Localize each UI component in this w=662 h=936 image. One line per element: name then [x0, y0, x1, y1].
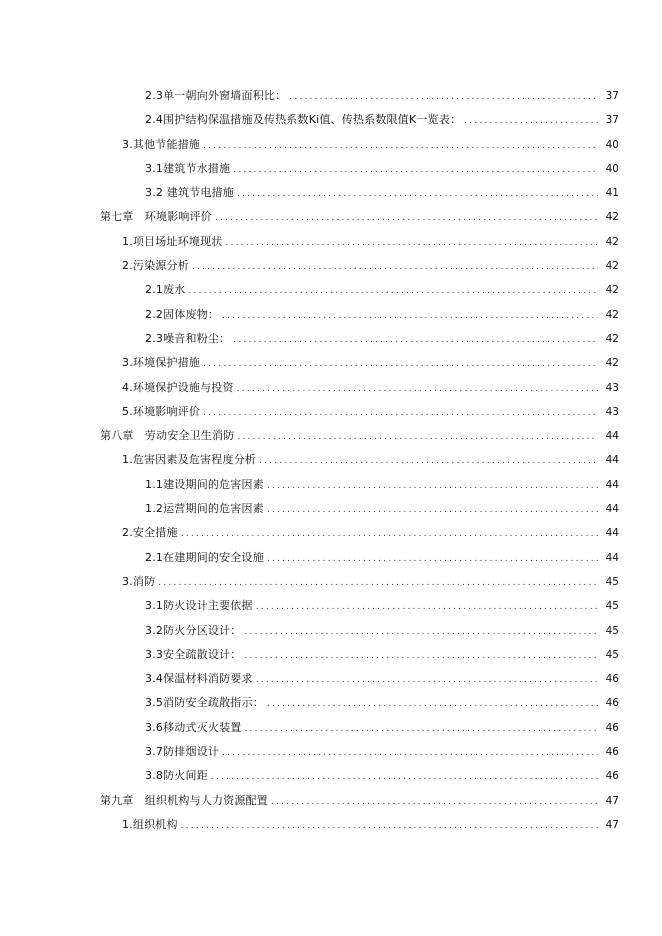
- dot-leader: [203, 401, 598, 425]
- toc-entry-page-number: 42: [605, 332, 619, 345]
- dot-leader: [245, 644, 599, 668]
- toc-entry-page-number: 42: [605, 284, 619, 297]
- toc-entry-page-number: 37: [605, 114, 619, 127]
- toc-entry-title: 1.2运营期间的危害因素: [145, 502, 264, 516]
- toc-entry[interactable]: [0, 400, 662, 424]
- toc-entry-page-number: 47: [605, 794, 619, 807]
- toc-entry-page-number: 42: [605, 260, 619, 273]
- toc-entry-page-number: 42: [605, 357, 619, 370]
- toc-entry[interactable]: [0, 594, 662, 618]
- toc-entry-page-number: 45: [605, 648, 619, 661]
- dot-leader: [267, 474, 598, 498]
- toc-entry[interactable]: [0, 303, 662, 327]
- dot-leader: [271, 790, 598, 814]
- toc-entry-page-number: 37: [605, 90, 619, 102]
- toc-entry-title: 5.环境影响评价: [122, 404, 201, 418]
- toc-entry-title: 2.1在建期间的安全设施: [145, 550, 264, 564]
- toc-entry-title: 2.3噪音和粉尘：: [145, 331, 231, 345]
- toc-entry[interactable]: [0, 643, 662, 667]
- toc-entry-title: 3.其他节能措施: [122, 137, 201, 151]
- toc-entry[interactable]: [0, 546, 662, 570]
- toc-entry-title: 3.5消防安全疏散指示：: [145, 696, 264, 710]
- dot-leader: [211, 765, 598, 789]
- toc-entry-title: 1.项目场址环境现状: [122, 234, 223, 248]
- toc-entry-title: 1.1建设期间的危害因素: [145, 477, 264, 491]
- toc-entry[interactable]: [0, 473, 662, 497]
- toc-entry-page-number: 46: [605, 770, 619, 783]
- dot-leader: [256, 668, 598, 692]
- dot-leader: [245, 717, 599, 741]
- toc-entry-title: 3.6移动式灭火装置: [145, 720, 242, 734]
- dot-leader: [256, 595, 598, 619]
- toc-entry-title: 3.环境保护措施: [122, 356, 201, 370]
- toc-entry-page-number: 44: [605, 503, 619, 516]
- dot-leader: [259, 449, 598, 473]
- toc-entry[interactable]: [0, 157, 662, 181]
- dot-leader: [464, 109, 598, 133]
- toc-entry[interactable]: [0, 108, 662, 132]
- toc-entry-title: 第七章 环境影响评价: [100, 210, 212, 224]
- toc-entry[interactable]: [0, 716, 662, 740]
- toc-entry-title: 2.污染源分析: [122, 259, 189, 273]
- toc-entry-title: 2.安全措施: [122, 526, 178, 540]
- toc-entry-title: 3.4保温材料消防要求: [145, 672, 253, 686]
- toc-entry-page-number: 46: [605, 673, 619, 686]
- toc-entry-page-number: 43: [605, 381, 619, 394]
- toc-entry[interactable]: [0, 813, 662, 837]
- toc-entry[interactable]: [0, 351, 662, 375]
- toc-entry[interactable]: [0, 667, 662, 691]
- dot-leader: [203, 352, 598, 376]
- toc-entry[interactable]: [0, 84, 662, 108]
- dot-leader: [267, 498, 598, 522]
- toc-entry[interactable]: [0, 424, 662, 448]
- toc-entry-title: 第八章 劳动安全卫生消防: [100, 429, 235, 443]
- toc-entry-page-number: 44: [605, 430, 619, 443]
- toc-entry-title: 1.危害因素及危害程度分析: [122, 453, 257, 467]
- toc-entry-title: 2.3单一朝向外窗墙面积比：: [145, 89, 287, 102]
- toc-entry[interactable]: [0, 691, 662, 715]
- toc-entry[interactable]: [0, 133, 662, 157]
- toc-entry[interactable]: [0, 521, 662, 545]
- dot-leader: [237, 182, 598, 206]
- toc-entry-title: 第九章 组织机构与人力资源配置: [100, 793, 268, 807]
- dot-leader: [222, 304, 598, 328]
- toc-entry[interactable]: [0, 181, 662, 205]
- toc-entry[interactable]: [0, 278, 662, 302]
- toc-entry-page-number: 41: [605, 187, 619, 200]
- dot-leader: [233, 158, 598, 182]
- toc-entry-page-number: 40: [605, 138, 619, 151]
- toc-entry-page-number: 42: [605, 235, 619, 248]
- toc-entry-page-number: 46: [605, 746, 619, 759]
- toc-entry[interactable]: [0, 497, 662, 521]
- toc-entry-page-number: 45: [605, 575, 619, 588]
- toc-entry-page-number: 46: [605, 721, 619, 734]
- toc-entry[interactable]: [0, 230, 662, 254]
- toc-entry-title: 1.组织机构: [122, 817, 178, 831]
- table-of-contents: [0, 84, 662, 837]
- toc-entry-title: 3.3安全疏散设计：: [145, 647, 242, 661]
- toc-entry-page-number: 44: [605, 551, 619, 564]
- toc-entry[interactable]: [0, 764, 662, 788]
- dot-leader: [226, 231, 599, 255]
- toc-entry[interactable]: [0, 570, 662, 594]
- toc-entry-title: 3.1建筑节水措施: [145, 161, 231, 175]
- toc-entry-page-number: 42: [605, 308, 619, 321]
- dot-leader: [237, 377, 598, 401]
- toc-entry-title: 3.2防火分区设计：: [145, 623, 242, 637]
- toc-entry-title: 2.4围护结构保温措施及传热系数Ki值、传热系数限值K一览表：: [145, 113, 462, 127]
- toc-entry-title: 3.8防火间距: [145, 769, 208, 783]
- dot-leader: [267, 547, 598, 571]
- toc-entry[interactable]: [0, 448, 662, 472]
- toc-entry[interactable]: [0, 789, 662, 813]
- toc-entry-page-number: 45: [605, 600, 619, 613]
- dot-leader: [215, 206, 598, 230]
- toc-entry-page-number: 44: [605, 478, 619, 491]
- toc-entry-title: 4.环境保护设施与投资: [122, 380, 234, 394]
- toc-entry-page-number: 42: [605, 211, 619, 224]
- dot-leader: [222, 741, 598, 765]
- toc-entry-title: 2.2固体废物：: [145, 307, 220, 321]
- toc-entry-title: 3.2 建筑节电措施: [145, 186, 234, 200]
- toc-entry-title: 2.1废水: [145, 283, 186, 297]
- toc-entry[interactable]: [0, 619, 662, 643]
- toc-entry-page-number: 45: [605, 624, 619, 637]
- dot-leader: [233, 328, 598, 352]
- dot-leader: [158, 571, 598, 595]
- toc-entry[interactable]: [0, 376, 662, 400]
- toc-entry-page-number: 44: [605, 454, 619, 467]
- toc-entry-page-number: 47: [605, 818, 619, 831]
- toc-entry[interactable]: [0, 205, 662, 229]
- toc-entry-page-number: 44: [605, 527, 619, 540]
- toc-entry-page-number: 40: [605, 162, 619, 175]
- toc-entry[interactable]: [0, 740, 662, 764]
- toc-entry[interactable]: [0, 254, 662, 278]
- toc-entry-title: 3.消防: [122, 574, 156, 588]
- dot-leader: [245, 620, 599, 644]
- dot-leader: [181, 814, 598, 838]
- dot-leader: [237, 425, 598, 449]
- dot-leader: [289, 85, 598, 109]
- dot-leader: [192, 255, 598, 279]
- dot-leader: [267, 692, 598, 716]
- dot-leader: [203, 134, 598, 158]
- toc-entry-page-number: 46: [605, 697, 619, 710]
- toc-entry-title: 3.1防火设计主要依据: [145, 599, 253, 613]
- toc-entry-page-number: 43: [605, 405, 619, 418]
- dot-leader: [189, 279, 599, 303]
- toc-entry-title: 3.7防排烟设计: [145, 745, 220, 759]
- toc-entry[interactable]: [0, 327, 662, 351]
- dot-leader: [181, 522, 598, 546]
